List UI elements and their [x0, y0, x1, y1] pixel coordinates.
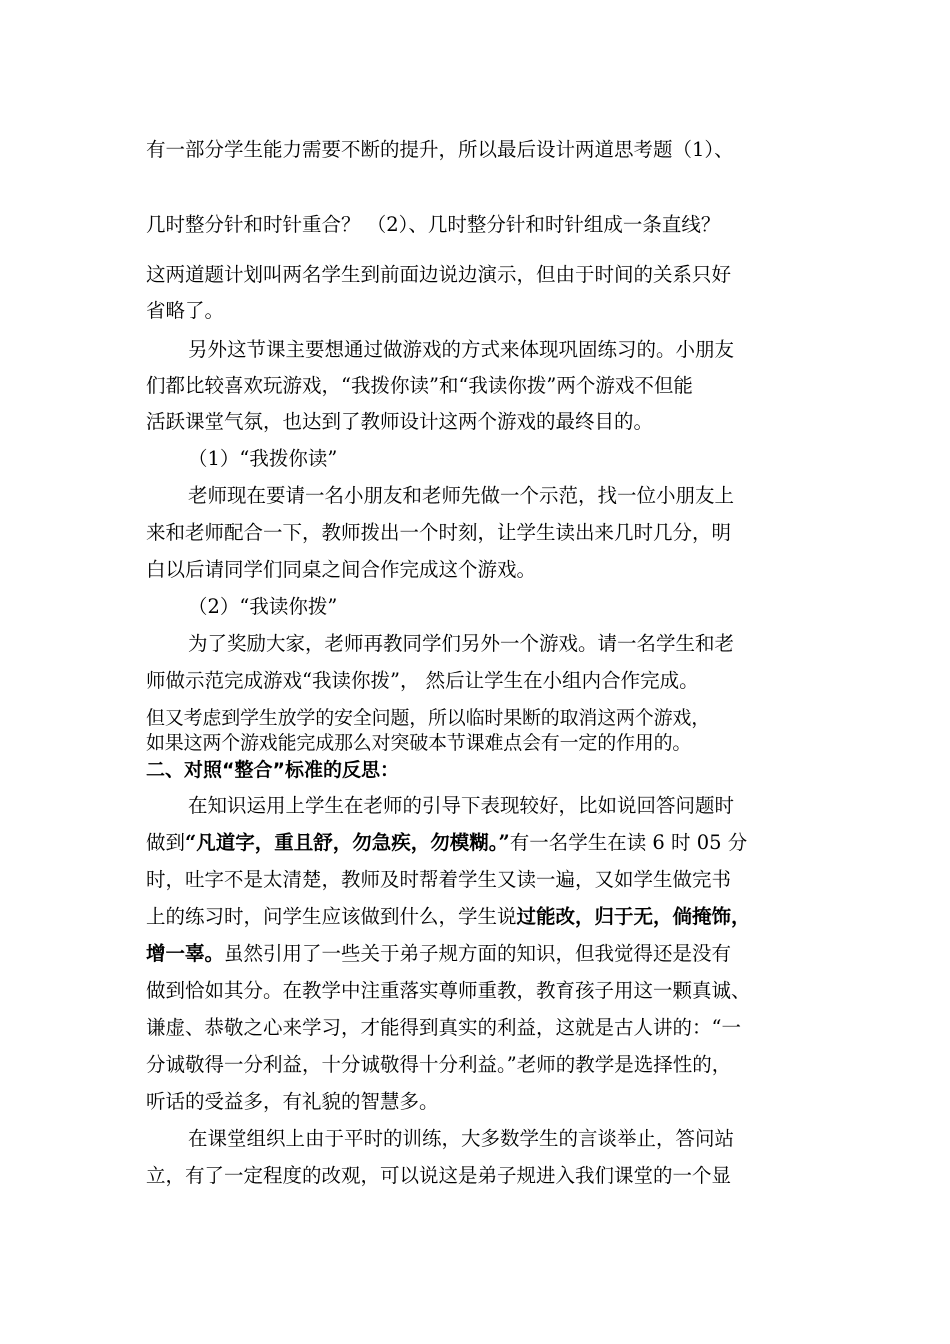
s2-line-5 — [146, 942, 731, 966]
quote-bold-1: “凡道字，重且舒，勿急疾，勿模糊。” — [185, 831, 510, 854]
s2-line-2 — [146, 831, 747, 855]
s2-line-9: 听话的受益多，有礼貌的智慧多。 — [146, 1090, 439, 1113]
text-line-3: 这两道题计划叫两名学生到前面边说边演示，但由于时间的关系只好 — [146, 263, 732, 286]
s2-line-1: 在知识运用上学生在老师的引导下表现较好，比如说回答问题时 — [188, 794, 735, 817]
text-line-14: 师做示范完成游戏“我读你拨”， 然后让学生在小组内合作完成。 — [146, 669, 699, 692]
s2-line-2-pre: 做到 — [146, 831, 186, 854]
text-line-1: 有一部分学生能力需要不断的提升，所以最后设计两道思考题（1）、 — [146, 138, 734, 161]
s2-line-3: 时，吐字不是太清楚，教师及时帮着学生又读一遍，又如学生做完书 — [146, 868, 732, 891]
text-line-2: 几时整分针和时针重合？ （2）、几时整分针和时针组成一条直线？ — [146, 213, 721, 236]
text-line-6: 们都比较喜欢玩游戏，“我拨你读”和“我读你拨”两个游戏不但能 — [146, 374, 693, 397]
text-line-13: 为了奖励大家，老师再教同学们另外一个游戏。请一名学生和老 — [188, 632, 735, 655]
s2-line-2-post: 有一名学生在读 6 时 05 分 — [509, 831, 748, 854]
game-1-title: （1）“我拨你读” — [188, 447, 338, 470]
s2-line-11: 立，有了一定程度的改观，可以说这是弟子规进入我们课堂的一个显 — [146, 1164, 732, 1187]
text-line-9: 老师现在要请一名小朋友和老师先做一个示范，找一位小朋友上 — [188, 484, 735, 507]
text-line-4: 省略了。 — [146, 299, 225, 322]
section-heading: 二、对照“整合”标准的反思： — [146, 759, 399, 781]
s2-line-6: 做到恰如其分。在教学中注重落实尊师重教，教育孩子用这一颗真诚、 — [146, 979, 751, 1002]
text-line-5: 另外这节课主要想通过做游戏的方式来体现巩固练习的。小朋友 — [188, 338, 735, 361]
s2-line-10: 在课堂组织上由于平时的训练，大多数学生的言谈举止，答问站 — [188, 1127, 735, 1150]
text-line-16: 如果这两个游戏能完成那么对突破本节课难点会有一定的作用的。 — [146, 732, 692, 754]
s2-line-8: 分诚敬得一分利益，十分诚敬得十分利益。”老师的教学是选择性的， — [146, 1053, 732, 1076]
quote-bold-3: 增一辜。 — [146, 942, 225, 965]
game-2-title: （2）“我读你拨” — [188, 595, 338, 618]
s2-line-7: 谦虚、恭敬之心来学习，才能得到真实的利益，这就是古人讲的：“一 — [146, 1016, 741, 1039]
text-line-15: 但又考虑到学生放学的安全问题，所以临时果断的取消这两个游戏， — [146, 707, 711, 729]
text-line-7: 活跃课堂气氛，也达到了教师设计这两个游戏的最终目的。 — [146, 410, 654, 433]
s2-line-5-post: 虽然引用了一些关于弟子规方面的知识，但我觉得还是没有 — [224, 942, 732, 965]
text-line-11: 白以后请同学们同桌之间合作完成这个游戏。 — [146, 558, 537, 581]
text-line-10: 来和老师配合一下，教师拨出一个时刻，让学生读出来几时几分，明 — [146, 521, 732, 544]
s2-line-4-pre: 上的练习时，问学生应该做到什么，学生说 — [146, 905, 517, 928]
quote-bold-2: 过能改，归于无，倘掩饰， — [516, 905, 751, 928]
s2-line-4 — [146, 905, 751, 929]
